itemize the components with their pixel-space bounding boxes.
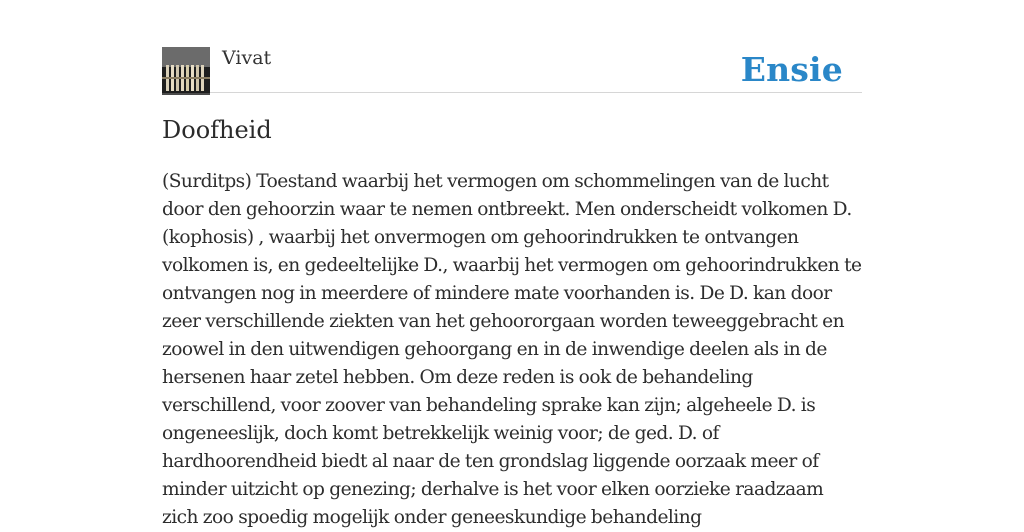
page-title: Doofheid: [162, 116, 272, 144]
book-spines-icon: [162, 47, 210, 95]
article-header: [162, 46, 862, 93]
brand-logo[interactable]: Ensie: [740, 50, 843, 89]
article-body: (Surditps) Toestand waarbij het vermogen om schommelingen van de lucht door den gehoorzin waar te nemen ontbreekt. Men onderscheidt volkomen D. (kophosis) , waarbij het onvermogen om gehoorindrukken te ontvangen volkomen is, en gedeeltelijke D., waarbij het vermogen om gehoorindrukken te ontvangen nog in meerdere of mindere mate voorhanden is. De D. kan door zeer verschillende ziekten van het gehoororgaan worden teweeggebracht en zoowel in den uitwendigen gehoorgang en in de inwendige deelen als in de hersenen haar zetel hebben. Om deze reden is ook de behandeling verschillend, voor zoover van behandeling sprake kan zijn; algeheele D. is ongeneeslijk, doch komt betrekkelijk weinig voor; de ged. D. of hardhoorendheid biedt al naar de ten grondslag liggende oorzaak meer of minder uitzicht op genezing; derhalve is het voor elken oorzieke raadzaam zich zoo spoedig mogelijk onder geneeskundige behandeling: [162, 171, 862, 528]
source-avatar[interactable]: [162, 47, 210, 95]
source-name[interactable]: Vivat: [222, 47, 272, 69]
